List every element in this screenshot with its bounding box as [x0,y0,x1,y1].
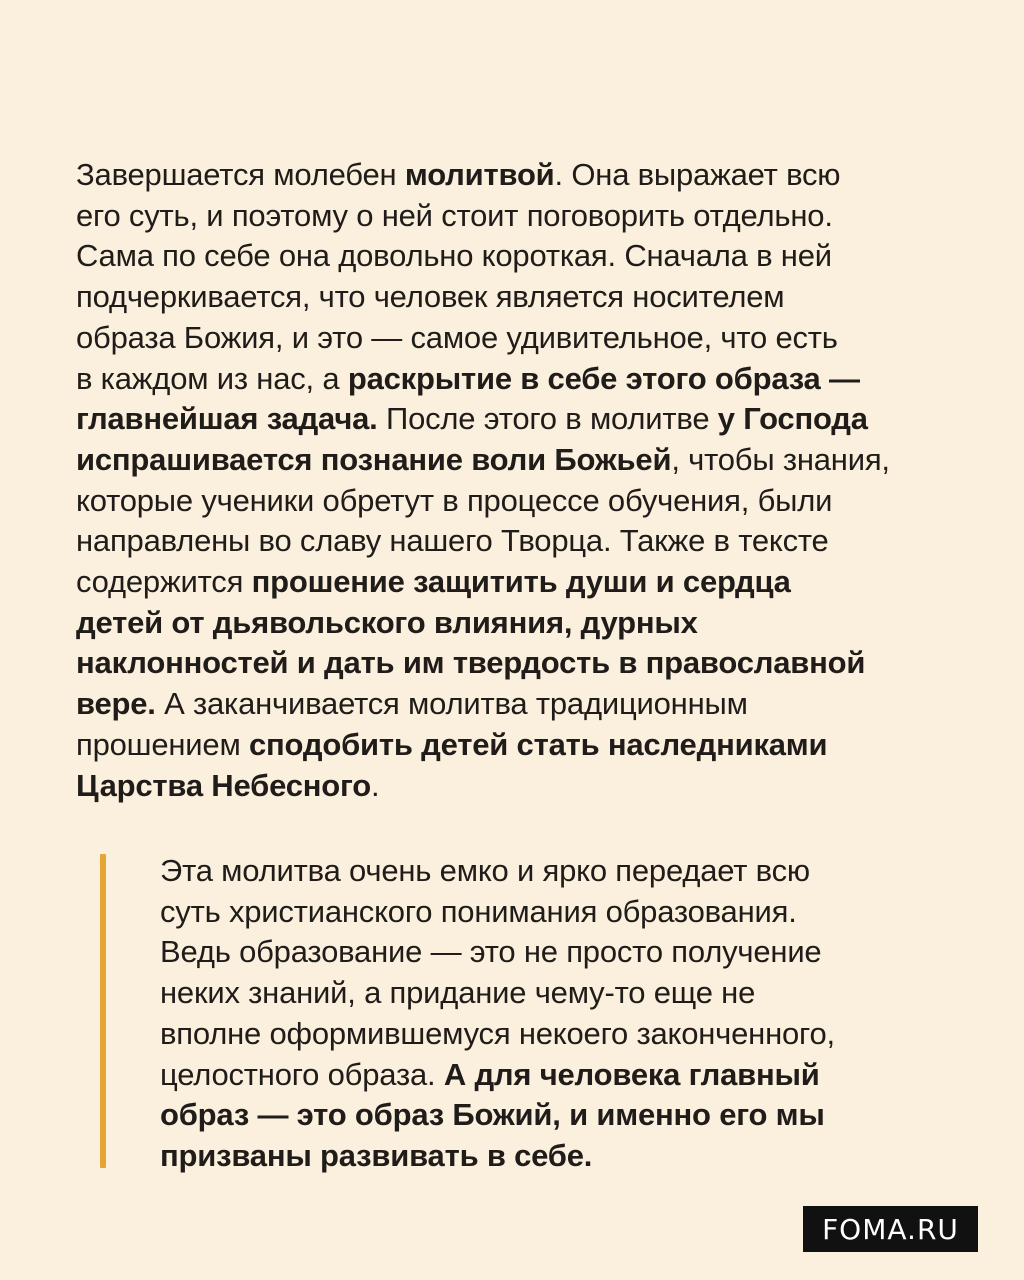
main-text-segment: После этого в молитве [377,401,718,437]
brand-label: FOMA.RU [822,1212,959,1246]
main-paragraph [76,155,980,806]
main-bold-segment: прошение защитить души и сердца детей от дьявольского влияния, дурных наклонностей и дать им твердость в православной вере. [76,564,866,722]
quote-accent-bar [100,854,106,1168]
main-text-segment: Завершается молебен [76,157,405,192]
quote-text-segment: Эта молитва очень емко и ярко передает всю суть христианского понимания образования. Ведь образование — это не просто получение неких знаний, а придание чему-то еще не вполне оформившемуся некоего законченного, целостного образа. [160,853,835,1092]
main-bold-segment: раскрытие в себе этого образа — главнейшая задача. [76,360,860,437]
quote-paragraph [160,851,970,1177]
main-bold-segment: молитвой [404,157,555,192]
main-text-segment: . [371,767,380,803]
main-bold-segment: у Господа испрашивается познание воли Божьей [76,401,868,477]
quote-bold-segment: А для человека главный образ — это образ Божий, и именно его мы призваны развивать в себе. [160,1056,825,1173]
foma-brand-logo [803,1206,978,1252]
main-text-segment: . Она выражает всю его суть, и поэтому о ней стоит поговорить отдельно. Сама по себе она довольно короткая. Сначала в ней подчеркивается, что человек является носителем образа Божия, и это — самое удивительное, что есть в каждом из нас, а [76,157,841,396]
main-text-segment: А заканчивается молитва традиционным прошением [76,686,748,762]
main-bold-segment: сподобить детей стать наследниками Царства Небесного [76,726,828,803]
main-text-segment: , чтобы знания, которые ученики обретут в процессе обучения, были направлены во славу нашего Творца. Также в тексте содержится [76,441,890,600]
